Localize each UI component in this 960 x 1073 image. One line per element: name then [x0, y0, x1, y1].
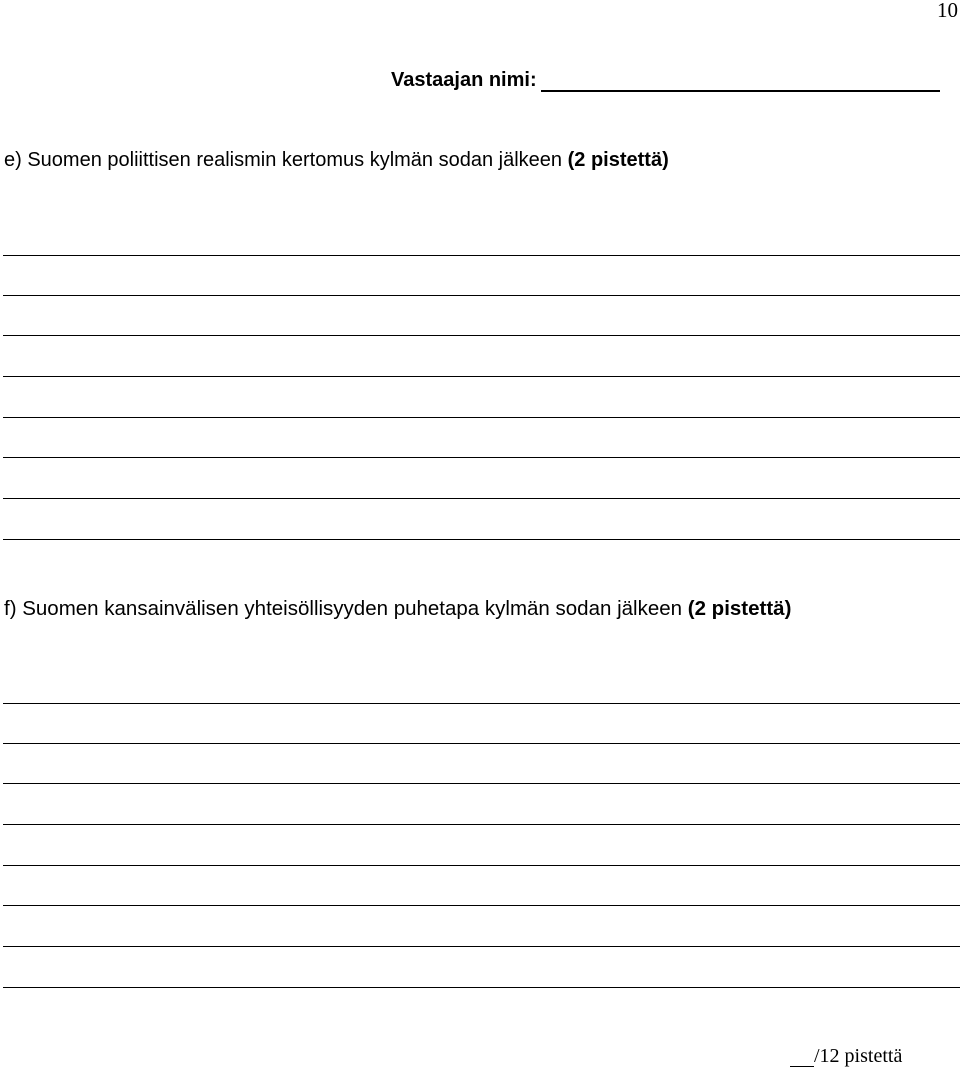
score-field[interactable]	[790, 1042, 814, 1067]
answer-line-f-7[interactable]	[3, 946, 960, 947]
score-total	[790, 1042, 902, 1070]
answer-line-e-5[interactable]	[3, 417, 960, 418]
question-e-text: e) Suomen poliittisen realismin kertomus kylmän sodan jälkeen	[4, 149, 563, 171]
answer-line-f-1[interactable]	[3, 703, 960, 704]
page-number: 10	[937, 0, 958, 22]
question-f	[4, 594, 791, 624]
answer-line-e-7[interactable]	[3, 498, 960, 499]
question-e-points: (2 pistettä)	[567, 149, 669, 171]
answer-line-f-3[interactable]	[3, 783, 960, 784]
question-f-text: f) Suomen kansainvälisen yhteisöllisyyden puhetapa kylmän sodan jälkeen	[4, 597, 683, 620]
score-label: /12 pistettä	[814, 1045, 903, 1067]
answer-line-e-2[interactable]	[3, 295, 960, 296]
answer-line-f-2[interactable]	[3, 743, 960, 744]
respondent-name-field[interactable]	[541, 66, 940, 92]
answer-line-e-6[interactable]	[3, 457, 960, 458]
answer-line-f-8[interactable]	[3, 987, 960, 988]
answer-line-f-5[interactable]	[3, 865, 960, 866]
question-f-points: (2 pistettä)	[687, 597, 792, 620]
question-e	[4, 146, 669, 174]
respondent-name-row	[391, 66, 940, 96]
answer-line-f-6[interactable]	[3, 905, 960, 906]
answer-line-e-3[interactable]	[3, 335, 960, 336]
respondent-name-label: Vastaajan nimi:	[391, 69, 537, 91]
answer-line-e-1[interactable]	[3, 255, 960, 256]
answer-line-e-4[interactable]	[3, 376, 960, 377]
answer-line-f-4[interactable]	[3, 824, 960, 825]
answer-line-e-8[interactable]	[3, 539, 960, 540]
